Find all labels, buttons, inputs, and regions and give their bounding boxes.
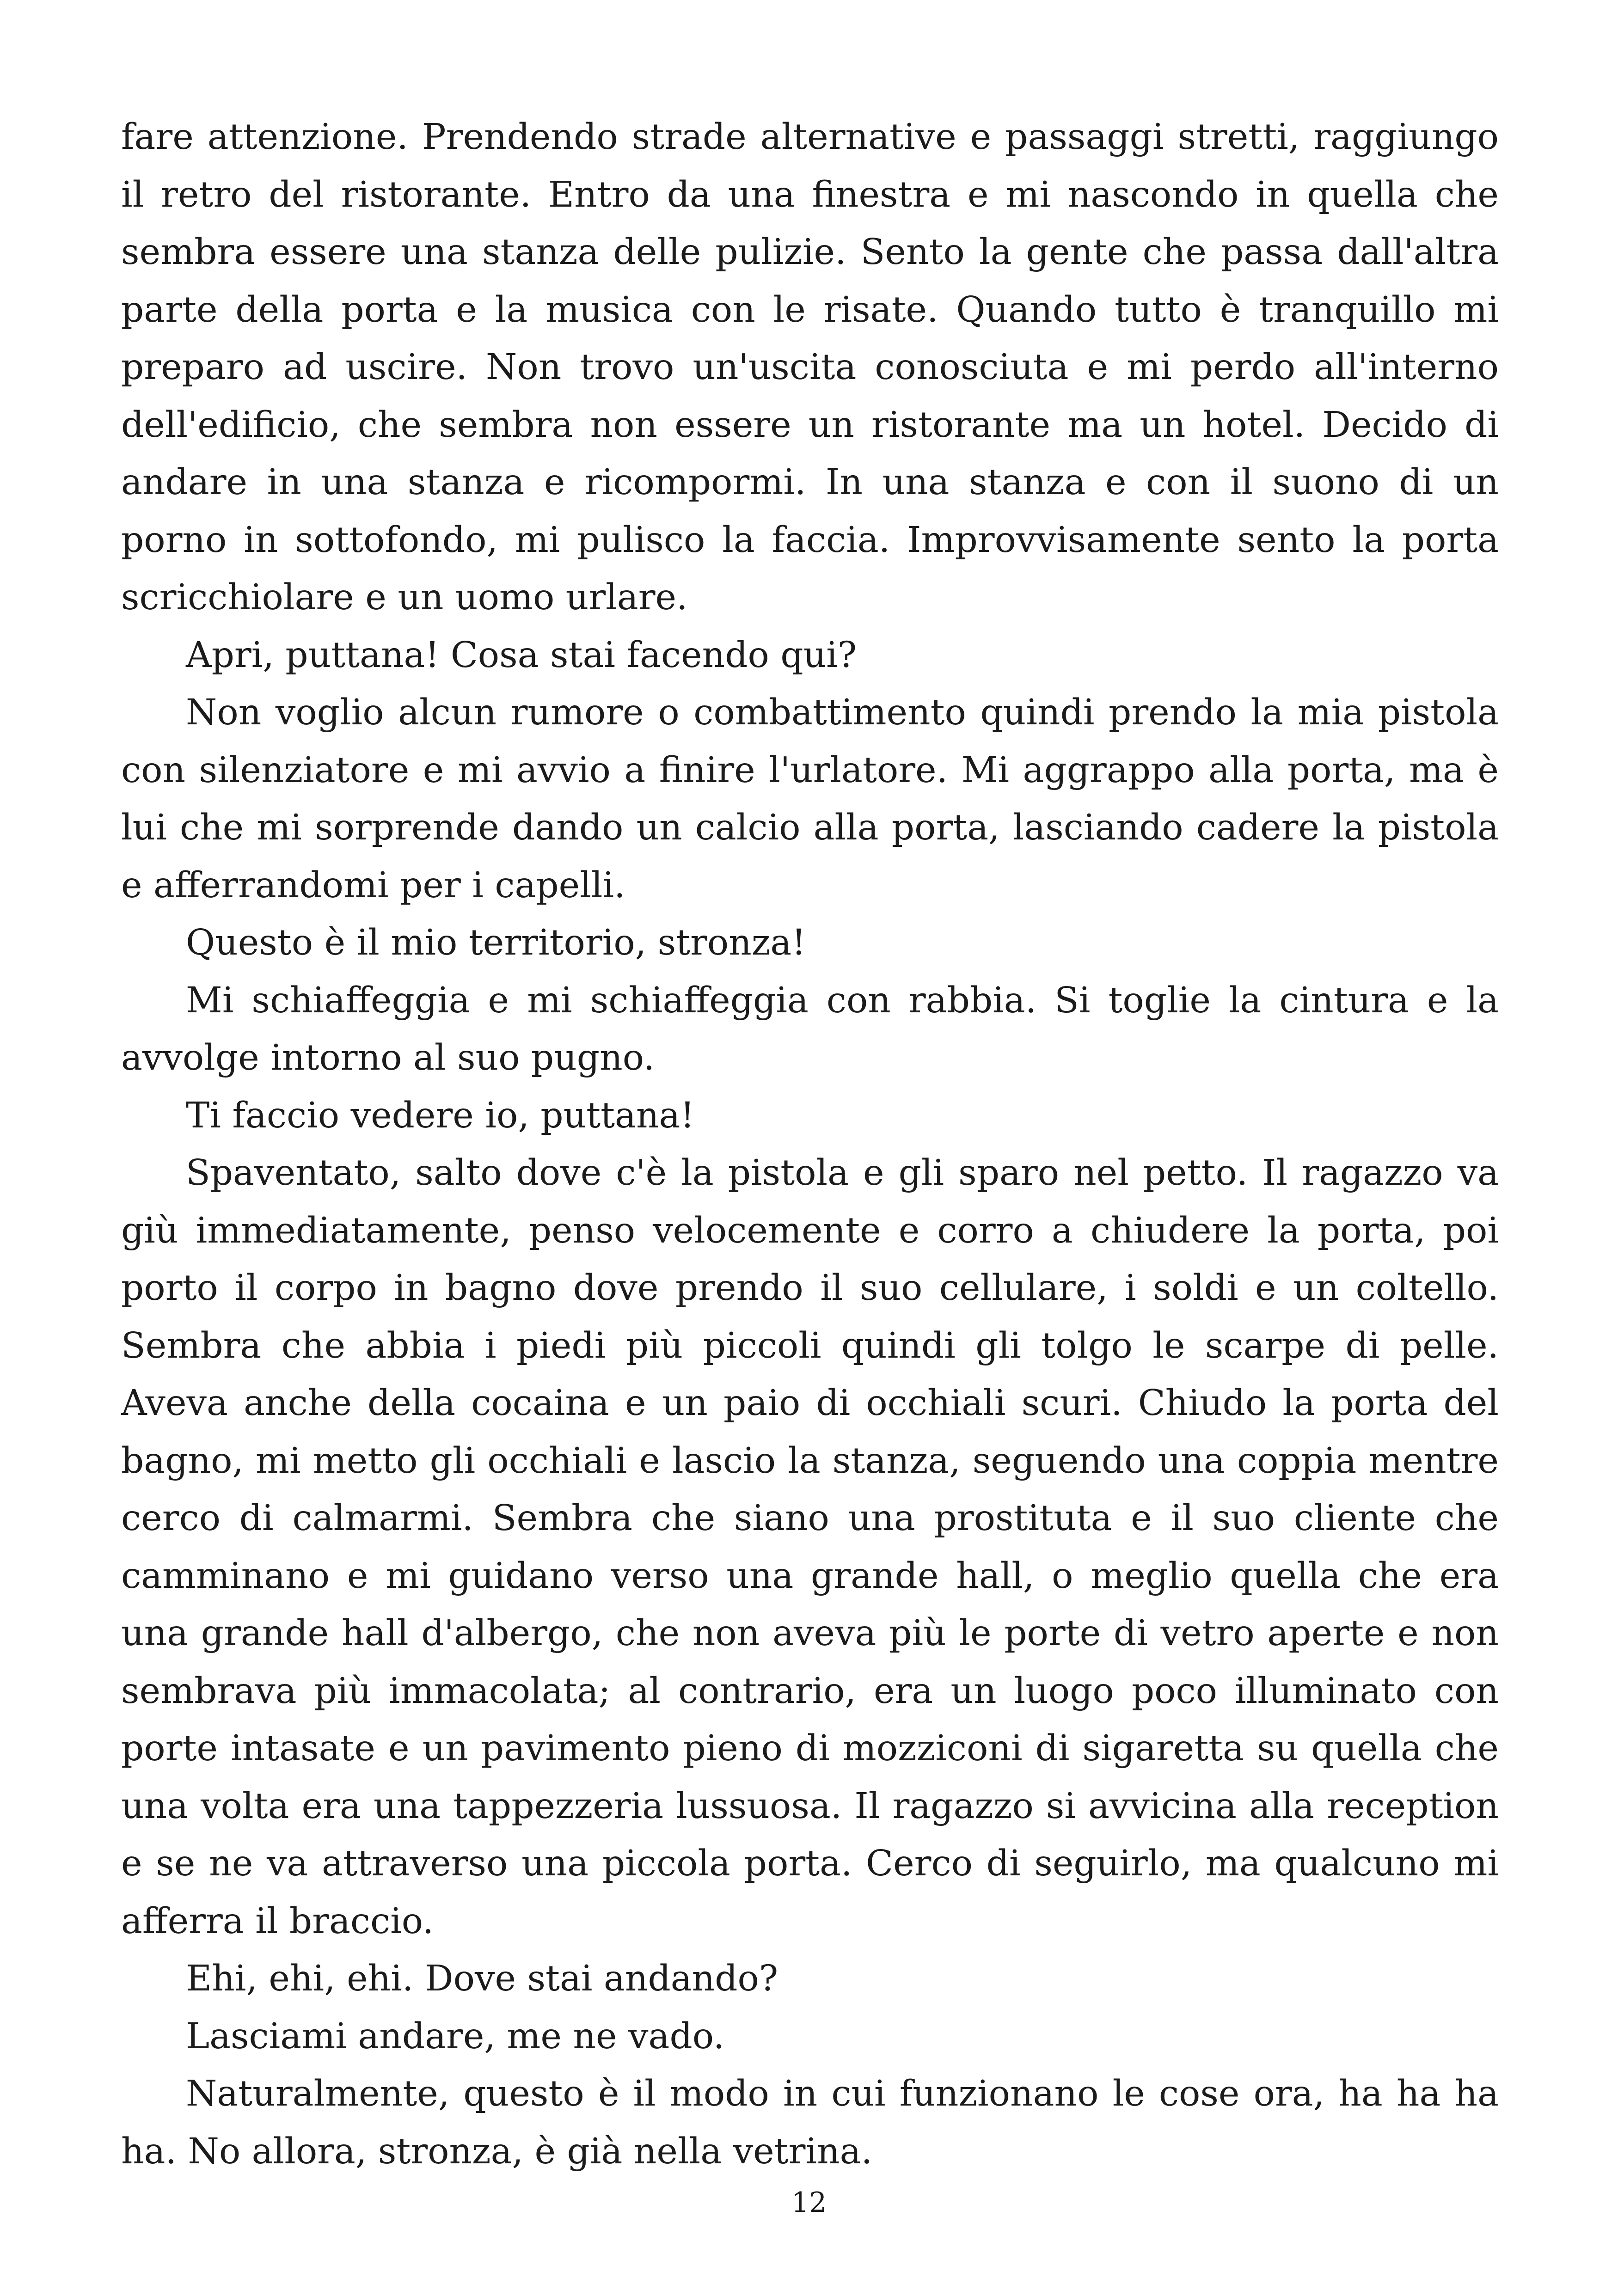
paragraph-narrative: Spaventato, salto dove c'è la pistola e gli sparo nel petto. Il ragazzo va giù immediatamente, penso velocemente e corro a chiudere la porta, poi porto il corpo in bagno dove prendo il suo cellulare, i soldi e un coltello. Sembra che abbia i piedi più piccoli quindi gli tolgo le scarpe di pelle. Aveva anche della cocaina e un paio di occhiali scuri. Chiudo la porta del bagno, mi metto gli occhiali e lascio la stanza, seguendo una coppia mentre cerco di calmarmi. Sembra che siano una prostituta e il suo cliente che camminano e mi guidano verso una grande hall, o meglio quella che era una grande hall d'albergo, che non aveva più le porte di vetro aperte e non sembrava più immacolata; al contrario, era un luogo poco illuminato con porte intasate e un pavimento pieno di mozziconi di sigaretta su quella che una volta era una tappezzeria lussuosa. Il ragazzo si avvicina alla reception e se ne va attraverso una piccola porta. Cerco di seguirlo, ma qualcuno mi afferra il braccio. bbox=[121, 1152, 1499, 1942]
paragraph-dialogue: Ti faccio vedere io, puttana! bbox=[186, 1095, 695, 1136]
paragraph-dialogue: Questo è il mio territorio, stronza! bbox=[186, 922, 806, 963]
paragraph-narrative: Mi schiaffeggia e mi schiaffeggia con rabbia. Si toglie la cintura e la avvolge intorno al suo pugno. bbox=[121, 980, 1499, 1078]
paragraph-dialogue: Ehi, ehi, ehi. Dove stai andando? bbox=[186, 1958, 778, 1999]
page-number: 12 bbox=[791, 2186, 827, 2219]
paragraph-narrative: Non voglio alcun rumore o combattimento quindi prendo la mia pistola con silenziatore e mi avvio a finire l'urlatore. Mi aggrappo alla porta, ma è lui che mi sorprende dando un calcio alla porta, lasciando cadere la pistola e afferrandomi per i capelli. bbox=[121, 692, 1499, 906]
body-text bbox=[121, 109, 1499, 2180]
paragraph-continuation: fare attenzione. Prendendo strade alternative e passaggi stretti, raggiungo il retro del ristorante. Entro da una finestra e mi nascondo in quella che sembra essere una stanza delle pulizie. Sento la gente che passa dall'altra parte della porta e la musica con le risate. Quando tutto è tranquillo mi preparo ad uscire. Non trovo un'uscita conosciuta e mi perdo all'interno dell'edificio, che sembra non essere un ristorante ma un hotel. Decido di andare in una stanza e ricompormi. In una stanza e con il suono di un porno in sottofondo, mi pulisco la faccia. Improvvisamente sento la porta scricchiolare e un uomo urlare. bbox=[121, 116, 1499, 618]
paragraph-narrative: Naturalmente, questo è il modo in cui funzionano le cose ora, ha ha ha ha. No allora, stronza, è già nella vetrina. bbox=[121, 2073, 1499, 2172]
paragraph-dialogue: Apri, puttana! Cosa stai facendo qui? bbox=[186, 634, 857, 676]
paragraph-dialogue: Lasciami andare, me ne vado. bbox=[186, 2015, 725, 2057]
